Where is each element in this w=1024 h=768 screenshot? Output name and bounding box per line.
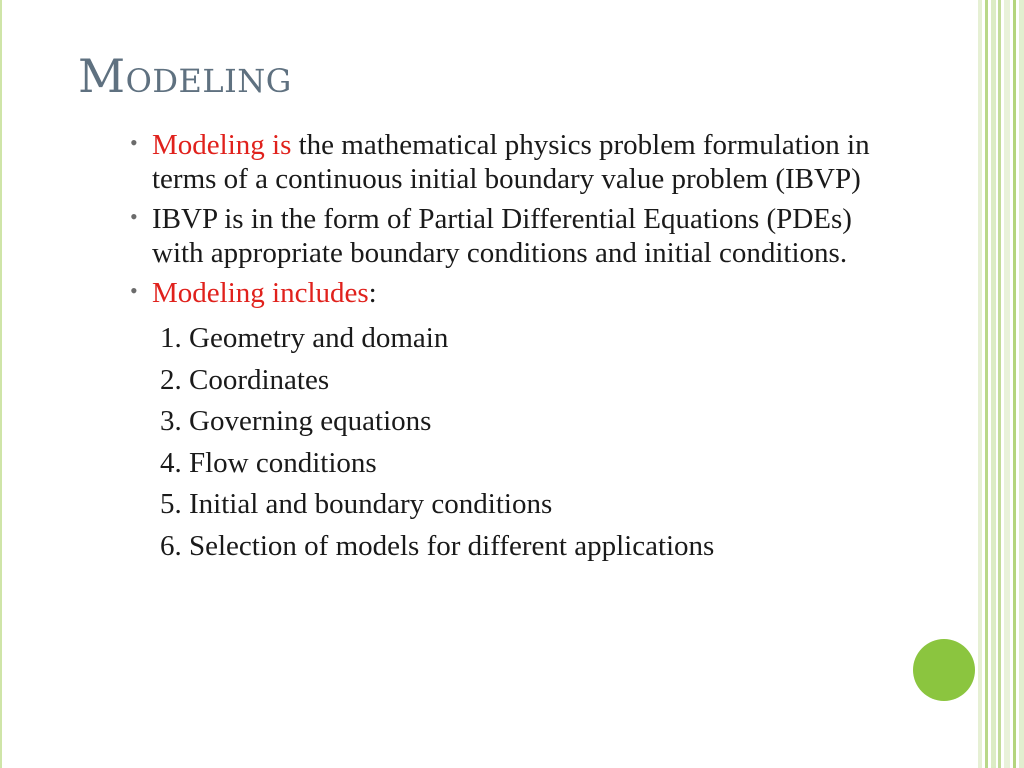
bullet-item (128, 276, 908, 310)
bullet-text: the mathematical physics problem formulation in terms of a continuous initial boundary value problem (IBVP) (152, 129, 870, 195)
stripe (978, 0, 982, 768)
bullet-text: IBVP is in the form of Partial Differential Equations (PDEs) with appropriate boundary conditions and initial conditions. (152, 203, 852, 269)
bullet-dot-icon: • (130, 130, 138, 155)
list-item: 6. Selection of models for different applications (160, 529, 715, 562)
list-item: 5. Initial and boundary conditions (160, 488, 553, 520)
bullet-lead: Modeling includes (152, 277, 369, 309)
bullet-lead: Modeling is (152, 129, 292, 161)
slide-content (128, 128, 908, 567)
stripe (1004, 0, 1010, 768)
bullet-dot-icon: • (130, 204, 138, 229)
numbered-list (128, 318, 908, 567)
list-item: 3. Governing equations (160, 405, 432, 437)
slide-title: Modeling (78, 49, 292, 103)
green-circle-icon (913, 639, 975, 701)
bullet-text: : (368, 277, 377, 309)
stripe (1019, 0, 1024, 768)
list-item: 2. Coordinates (160, 363, 330, 396)
left-border-line (0, 0, 2, 768)
list-item: 1. Geometry and domain (160, 322, 449, 354)
stripe (991, 0, 996, 768)
bullet-dot-icon: • (130, 278, 138, 303)
stripe (1013, 0, 1016, 768)
stripe (985, 0, 988, 768)
stripe (998, 0, 1001, 768)
bullet-item (128, 202, 908, 270)
decorative-stripes (978, 0, 1024, 768)
list-item: 4. Flow conditions (160, 446, 377, 479)
bullet-item (128, 128, 908, 196)
